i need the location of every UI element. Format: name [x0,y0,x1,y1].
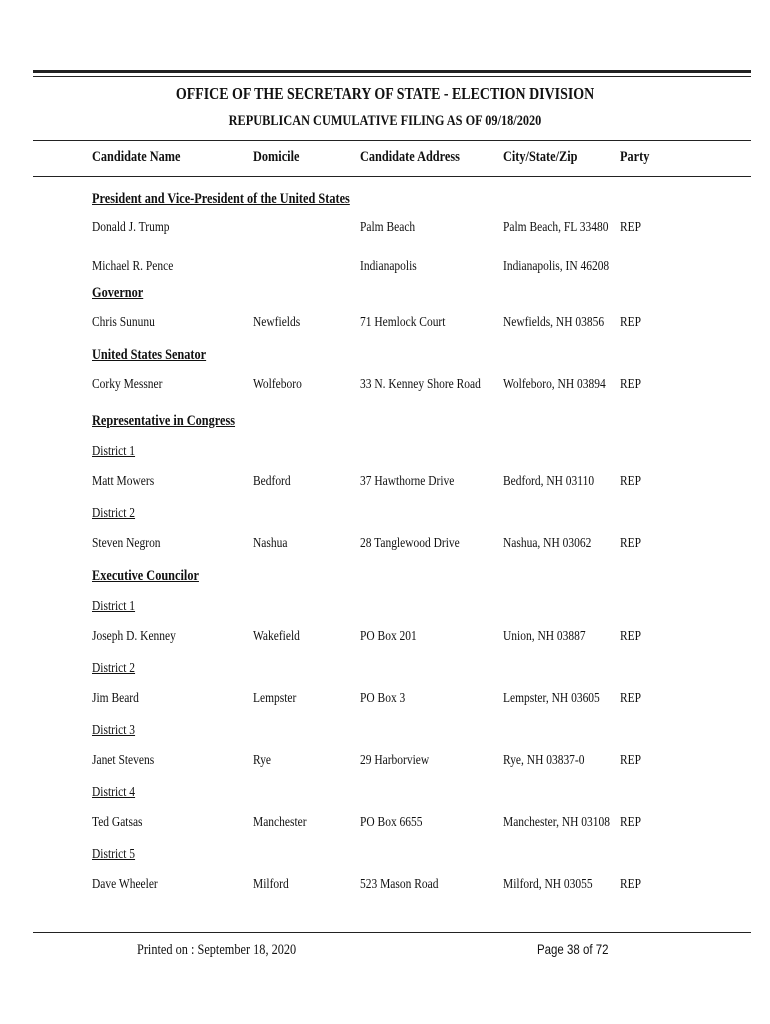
footer-rule [33,932,751,933]
candidate-name: Janet Stevens [92,753,155,768]
candidate-city: Manchester, NH 03108 [503,815,610,830]
header-rule-top [33,140,751,141]
section-title-senator: United States Senator [92,347,207,363]
candidate-party: REP [620,877,642,892]
candidate-name: Chris Sununu [92,315,155,330]
candidate-city: Wolfeboro, NH 03894 [503,377,606,392]
candidate-party: REP [620,474,642,489]
page-number: Page 38 of 72 [537,941,609,957]
document-title: OFFICE OF THE SECRETARY OF STATE - ELECTION DIVISION [175,84,595,103]
candidate-address: 37 Hawthorne Drive [360,474,455,489]
candidate-party: REP [620,377,642,392]
candidate-domicile: Rye [253,753,272,768]
candidate-city: Rye, NH 03837-0 [503,753,585,768]
candidate-address: Palm Beach [360,220,416,235]
candidate-domicile: Wakefield [253,629,300,644]
district-label: District 3 [92,723,136,738]
district-label: District 1 [92,444,136,459]
candidate-address: 523 Mason Road [360,877,439,892]
candidate-name: Ted Gatsas [92,815,143,830]
candidate-city: Union, NH 03887 [503,629,586,644]
candidate-party: REP [620,753,642,768]
candidate-name: Steven Negron [92,536,161,551]
candidate-name: Corky Messner [92,377,163,392]
candidate-address: PO Box 3 [360,691,406,706]
candidate-domicile: Milford [253,877,289,892]
candidate-city: Milford, NH 03055 [503,877,593,892]
candidate-name: Donald J. Trump [92,220,170,235]
candidate-city: Indianapolis, IN 46208 [503,259,610,274]
candidate-domicile: Wolfeboro [253,377,302,392]
candidate-address: 71 Hemlock Court [360,315,446,330]
candidate-address: Indianapolis [360,259,417,274]
candidate-address: 28 Tanglewood Drive [360,536,460,551]
district-label: District 5 [92,847,136,862]
document-subtitle: REPUBLICAN CUMULATIVE FILING AS OF 09/18/2020 [228,113,542,129]
col-header-name: Candidate Name [92,149,181,165]
top-rule-thick [33,70,751,73]
candidate-city: Bedford, NH 03110 [503,474,595,489]
candidate-name: Michael R. Pence [92,259,174,274]
candidate-city: Palm Beach, FL 33480 [503,220,609,235]
district-label: District 2 [92,506,136,521]
section-title-congress: Representative in Congress [92,413,236,429]
candidate-party: REP [620,691,642,706]
col-header-party: Party [620,149,650,165]
section-title-executive-councilor: Executive Councilor [92,568,199,584]
candidate-address: 29 Harborview [360,753,430,768]
candidate-domicile: Newfields [253,315,301,330]
section-title-governor: Governor [92,285,144,301]
top-rule-thin [33,76,751,77]
printed-on-date: Printed on : September 18, 2020 [137,942,297,958]
candidate-city: Nashua, NH 03062 [503,536,592,551]
candidate-domicile: Lempster [253,691,297,706]
candidate-city: Lempster, NH 03605 [503,691,600,706]
candidate-domicile: Bedford [253,474,291,489]
candidate-city: Newfields, NH 03856 [503,315,605,330]
candidate-domicile: Nashua [253,536,288,551]
candidate-domicile: Manchester [253,815,307,830]
candidate-party: REP [620,629,642,644]
candidate-name: Jim Beard [92,691,139,706]
section-title-president: President and Vice-President of the United States [92,191,350,207]
header-rule-bottom [33,176,751,177]
col-header-domicile: Domicile [253,149,300,165]
district-label: District 2 [92,661,136,676]
candidate-party: REP [620,220,642,235]
district-label: District 4 [92,785,136,800]
candidate-address: PO Box 6655 [360,815,423,830]
district-label: District 1 [92,599,136,614]
candidate-name: Joseph D. Kenney [92,629,176,644]
candidate-party: REP [620,815,642,830]
candidate-party: REP [620,315,642,330]
candidate-name: Dave Wheeler [92,877,158,892]
col-header-city: City/State/Zip [503,149,578,165]
col-header-address: Candidate Address [360,149,460,165]
candidate-address: PO Box 201 [360,629,417,644]
candidate-party: REP [620,536,642,551]
candidate-address: 33 N. Kenney Shore Road [360,377,481,392]
candidate-name: Matt Mowers [92,474,155,489]
